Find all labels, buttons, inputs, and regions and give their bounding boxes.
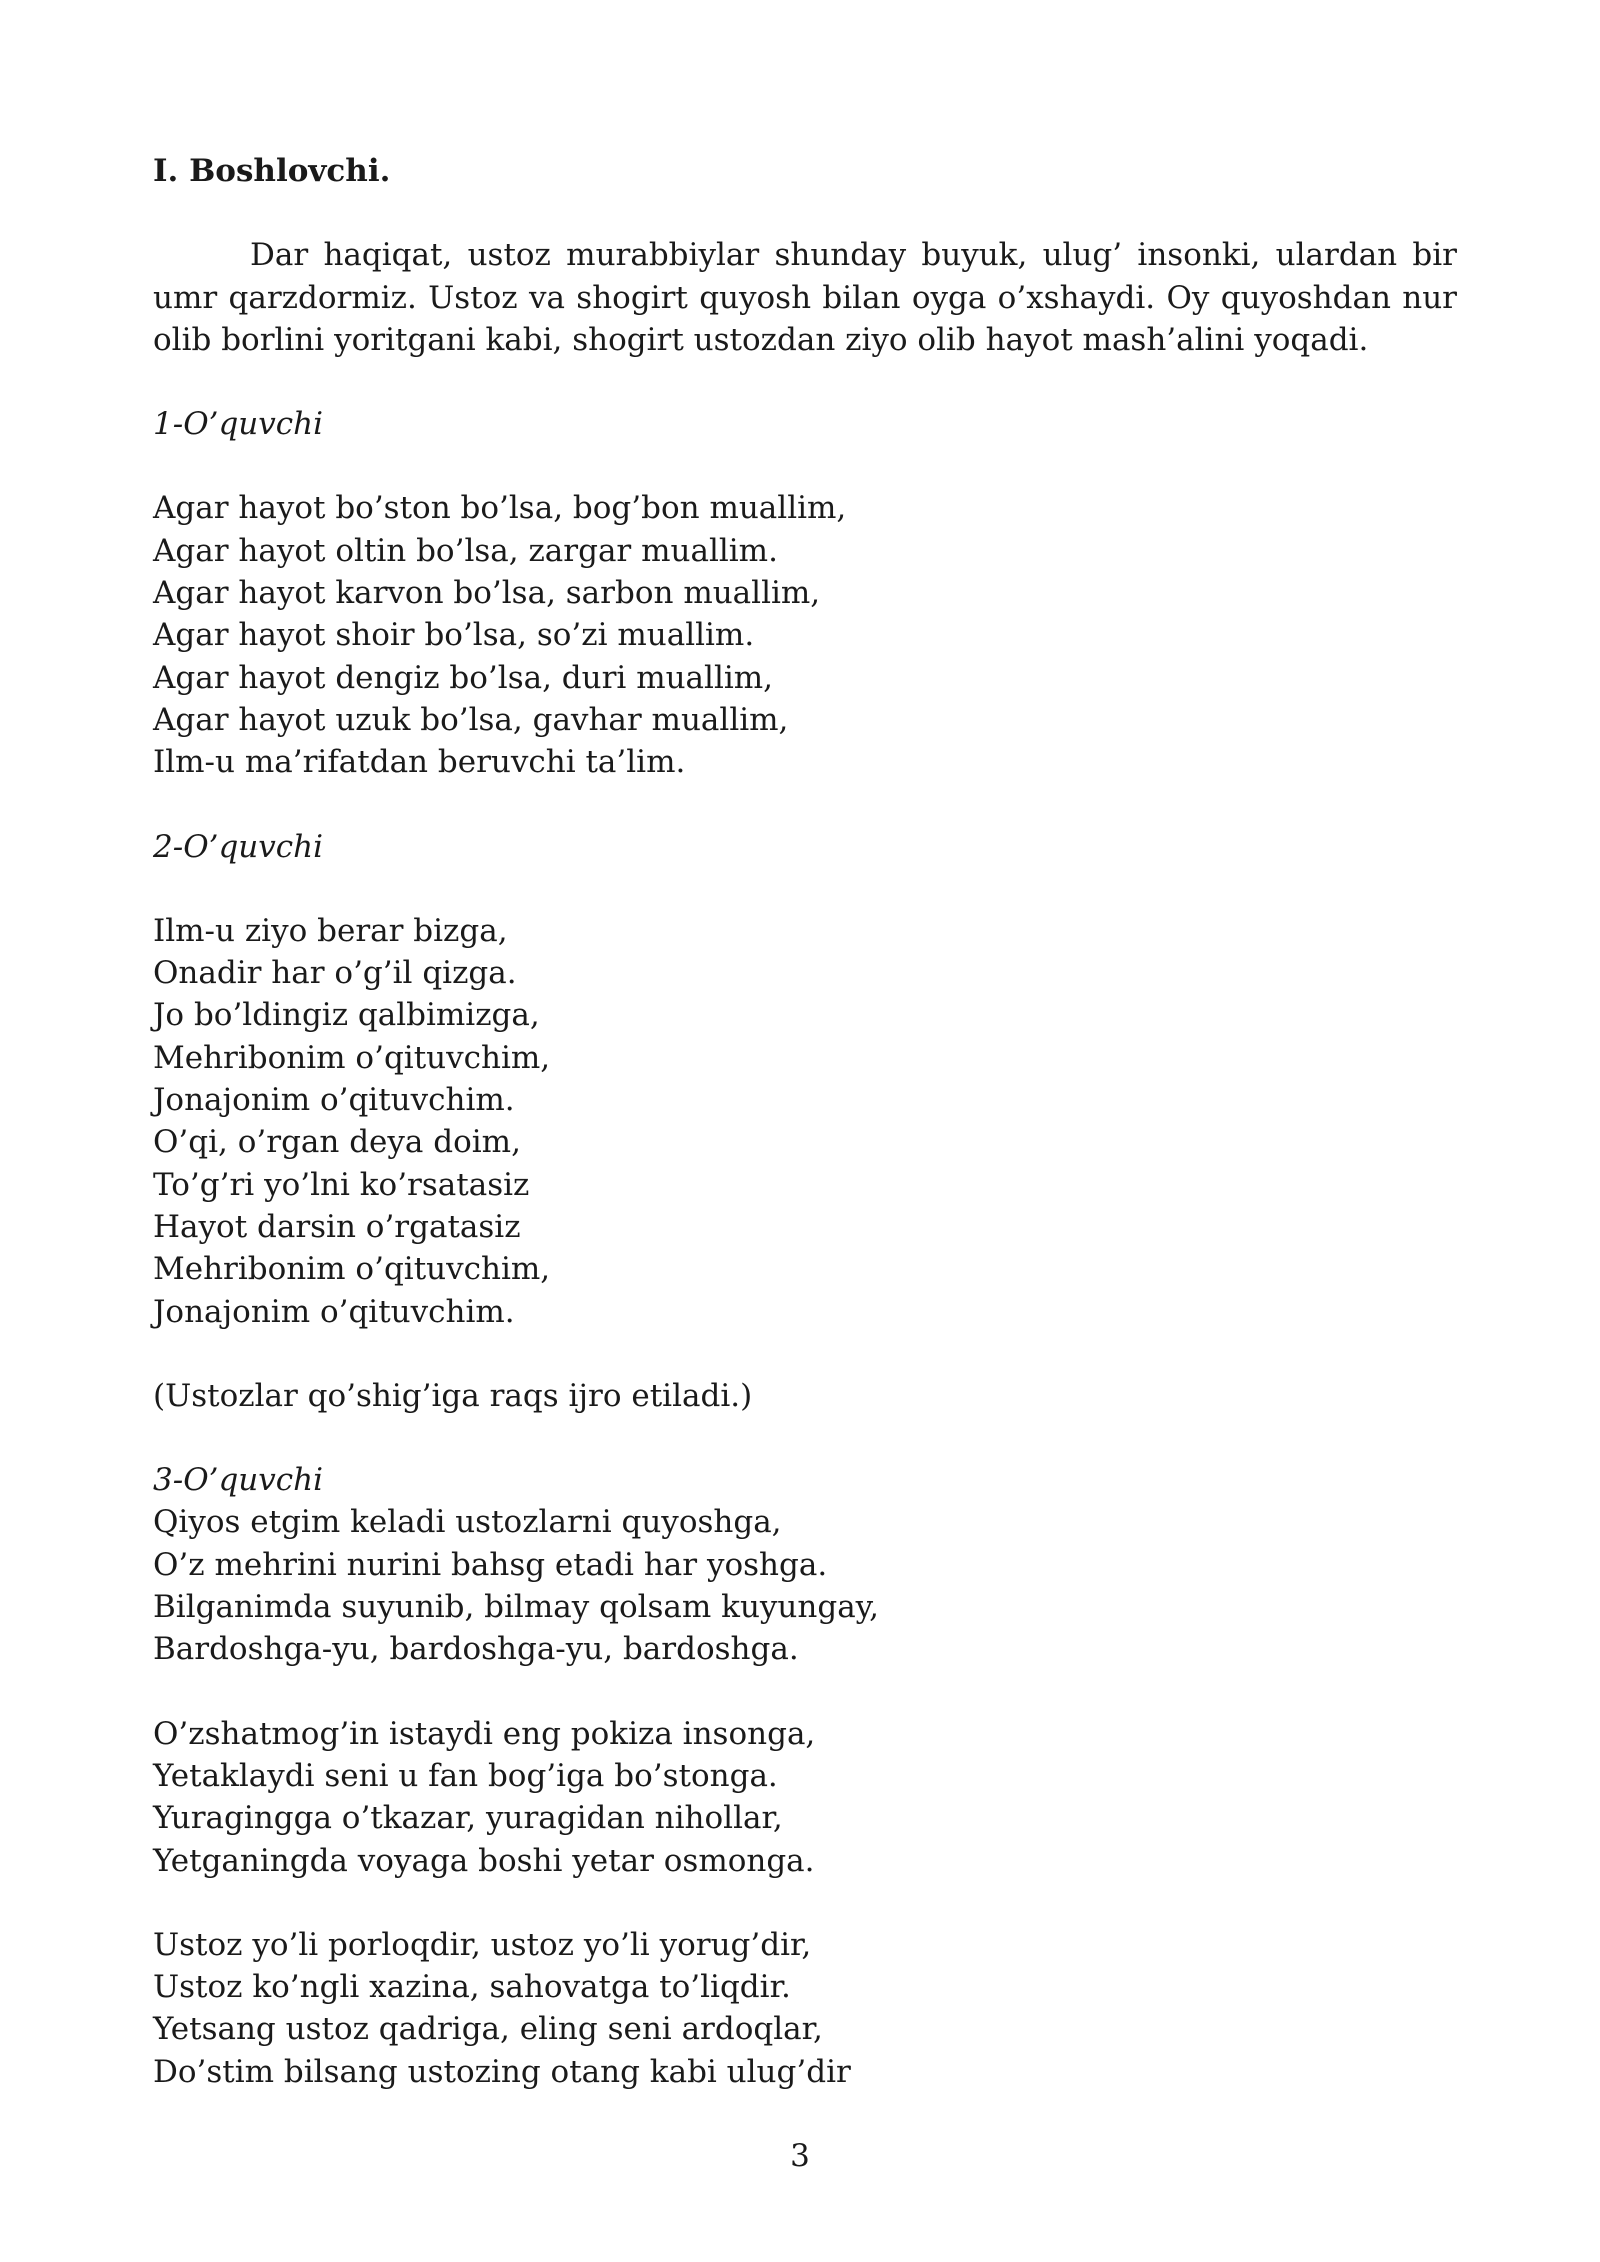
poem-line: Agar hayot bo’ston bo’lsa, bog’bon muallim, <box>153 490 847 527</box>
poem-line: Jo bo’ldingiz qalbimizga, <box>153 997 540 1034</box>
poem-line: Agar hayot dengiz bo’lsa, duri muallim, <box>153 659 774 696</box>
poem-line: Mehribonim o’qituvchim, <box>153 1251 551 1288</box>
poem-line: Qiyos etgim keladi ustozlarni quyoshga, <box>153 1504 782 1541</box>
poem-line: Agar hayot uzuk bo’lsa, gavhar muallim, <box>153 701 789 738</box>
poem-line: Yetaklaydi seni u fan bog’iga bo’stonga. <box>153 1757 778 1794</box>
poem-line: O’qi, o’rgan deya doim, <box>153 1124 521 1161</box>
poem-line: Jonajonim o’qituvchim. <box>153 1293 515 1330</box>
poem-line: Ustoz yo’li porloqdir, ustoz yo’li yorug’dir, <box>153 1926 812 1963</box>
poem-line: Jonajonim o’qituvchim. <box>153 1082 515 1119</box>
poem-line: O’zshatmog’in istaydi eng pokiza insonga, <box>153 1715 816 1752</box>
poem-line: Yetganingda voyaga boshi yetar osmonga. <box>153 1842 815 1879</box>
poem-stanza-4 <box>153 1713 1457 1882</box>
poem-line: Bardoshga-yu, bardoshga-yu, bardoshga. <box>153 1631 799 1668</box>
poem-line: Ilm-u ma’rifatdan beruvchi ta’lim. <box>153 744 686 781</box>
poem-line: Yetsang ustoz qadriga, eling seni ardoqlar, <box>153 2011 823 2048</box>
speaker-label-3: 3-O’quvchi <box>153 1462 324 1499</box>
page-number: 3 <box>790 2138 810 2174</box>
poem-line: Ilm-u ziyo berar bizga, <box>153 912 508 949</box>
poem-line: Bilganimda suyunib, bilmay qolsam kuyungay, <box>153 1589 879 1626</box>
poem-line: Agar hayot oltin bo’lsa, zargar muallim. <box>153 532 778 569</box>
poem-stanza-2 <box>153 910 1457 1333</box>
poem-line: To’g’ri yo’lni ko’rsatasiz <box>153 1166 530 1203</box>
stage-direction: (Ustozlar qo’shig’iga raqs ijro etiladi.) <box>153 1377 753 1414</box>
poem-line: Ustoz ko’ngli xazina, sahovatga to’liqdir. <box>153 1969 791 2006</box>
poem-line: O’z mehrini nurini bahsg etadi har yoshga. <box>153 1546 828 1583</box>
poem-line: Agar hayot karvon bo’lsa, sarbon muallim, <box>153 575 821 612</box>
poem-line: Onadir har o’g’il qizga. <box>153 955 517 992</box>
poem-line: Mehribonim o’qituvchim, <box>153 1039 551 1076</box>
intro-paragraph: Dar haqiqat, ustoz murabbiylar shunday buyuk, ulug’ insonki, ulardan bir umr qarzdormiz. Ustoz va shogirt quyosh bilan oyga o’xshaydi. Oy quyoshdan nur olib borlini yoritgani kabi, shogirt ustozdan ziyo olib hayot mash’alini yoqadi. <box>153 237 1457 358</box>
poem-line: Yuragingga o’tkazar, yuragidan nihollar, <box>153 1800 783 1837</box>
document-page <box>153 150 1457 2093</box>
poem-stanza-5 <box>153 1924 1457 2093</box>
poem-stanza-3 <box>153 1501 1457 1670</box>
poem-line: Hayot darsin o’rgatasiz <box>153 1208 521 1245</box>
speaker-label-2: 2-O’quvchi <box>153 828 324 865</box>
poem-line: Agar hayot shoir bo’lsa, so’zi muallim. <box>153 617 755 654</box>
section-heading: I. Boshlovchi. <box>153 153 391 189</box>
poem-stanza-1 <box>153 487 1457 783</box>
poem-line: Do’stim bilsang ustozing otang kabi ulug’dir <box>153 2053 851 2090</box>
speaker-label-1: 1-O’quvchi <box>153 406 324 443</box>
